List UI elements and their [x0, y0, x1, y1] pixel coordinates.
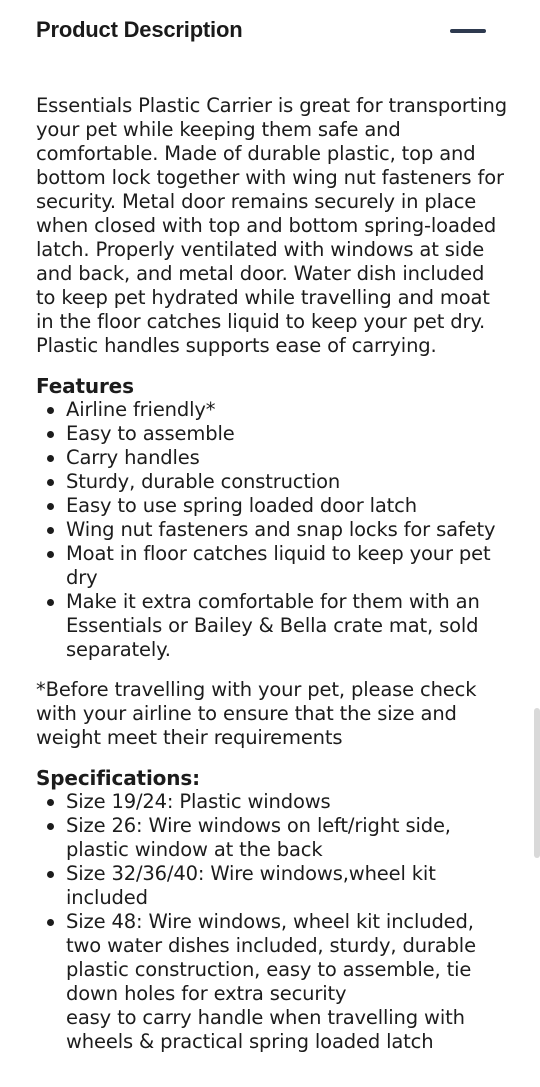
section-title: Product Description — [36, 17, 243, 42]
list-item: Easy to assemble — [36, 422, 508, 446]
specifications-list — [36, 790, 508, 1054]
airline-note: *Before travelling with your pet, please check with your airline to ensure that the size and weight meet their requirements — [36, 678, 477, 749]
spec-size-48-text: Size 48: Wire windows, wheel kit included, two water dishes included, sturdy, durable plastic construction, easy to assemble, tie down holes for extra security — [66, 910, 476, 1005]
list-item: Size 19/24: Plastic windows — [36, 790, 508, 814]
list-item — [36, 910, 508, 1054]
product-description-body — [36, 94, 508, 1070]
list-item: Wing nut fasteners and snap locks for safety — [36, 518, 508, 542]
list-item: Moat in floor catches liquid to keep your pet dry — [36, 542, 508, 590]
collapse-button[interactable] — [446, 18, 490, 44]
list-item: Size 26: Wire windows on left/right side, plastic window at the back — [36, 814, 508, 862]
list-item: Size 32/36/40: Wire windows,wheel kit included — [36, 862, 508, 910]
list-item: Airline friendly* — [36, 398, 508, 422]
features-heading: Features — [36, 374, 134, 398]
list-item: Make it extra comfortable for them with an Essentials or Bailey & Bella crate mat, sold separately. — [36, 590, 508, 662]
spec-extra-line: easy to carry handle when travelling with wheels & practical spring loaded latch — [66, 1006, 465, 1053]
list-item: Carry handles — [36, 446, 508, 470]
features-list — [36, 398, 508, 662]
minus-icon — [450, 29, 486, 33]
description-text: Essentials Plastic Carrier is great for transporting your pet while keeping them safe and comfortable. Made of durable plastic, top and bottom lock together with wing nut fasteners for security. Metal door remains securely in place when closed with top and bottom spring-loaded latch. Properly ventilated with windows at side and back, and metal door. Water dish included to keep pet hydrated while travelling and moat in the floor catches liquid to keep your pet dry. Plastic handles supports ease of carrying. — [36, 94, 507, 357]
list-item: Sturdy, durable construction — [36, 470, 508, 494]
scrollbar[interactable] — [534, 708, 540, 858]
product-description-header[interactable] — [0, 0, 540, 62]
specifications-heading: Specifications: — [36, 766, 200, 790]
list-item: Easy to use spring loaded door latch — [36, 494, 508, 518]
